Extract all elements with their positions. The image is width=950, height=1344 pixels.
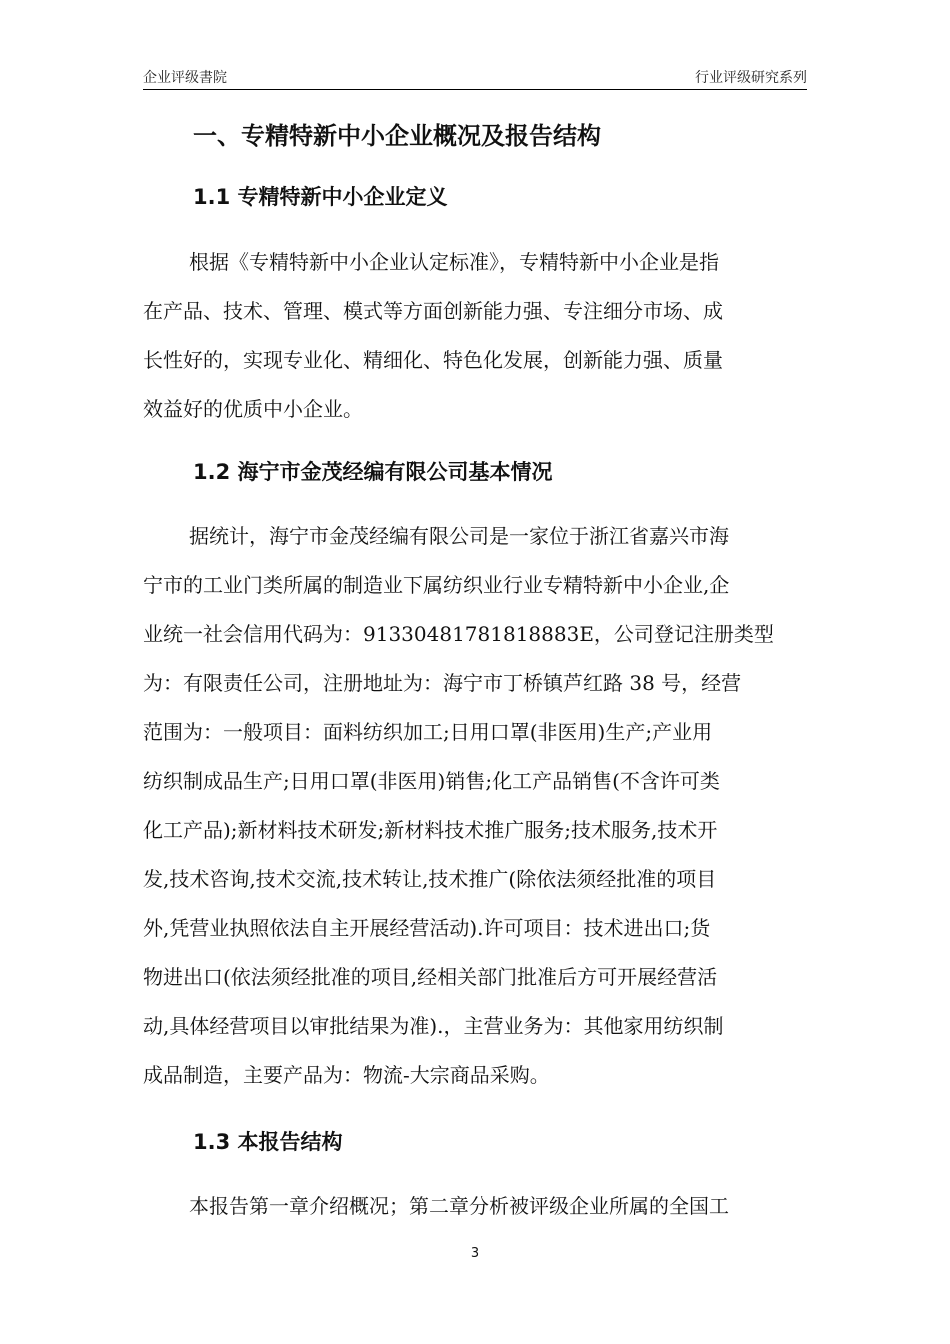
heading-1-3: 1.3 本报告结构 (193, 1130, 343, 1154)
section-title: 一、专精特新中小企业概况及报告结构 (193, 122, 601, 150)
paragraph-line: 动,具体经营项目以审批结果为准).，主营业务为：其他家用纺织制 (143, 1014, 724, 1038)
paragraph-line: 物进出口(依法须经批准的项目,经相关部门批准后方可开展经营活 (143, 965, 718, 989)
heading-1-2: 1.2 海宁市金茂经编有限公司基本情况 (193, 460, 553, 484)
paragraph-line: 宁市的工业门类所属的制造业下属纺织业行业专精特新中小企业,企 (143, 573, 730, 597)
paragraph-definition (143, 238, 807, 434)
paragraph-line: 为：有限责任公司，注册地址为：海宁市丁桥镇芦红路 38 号，经营 (143, 671, 742, 695)
paragraph-line: 本报告第一章介绍概况；第二章分析被评级企业所属的全国工 (189, 1194, 729, 1218)
header-rule (143, 89, 807, 90)
paragraph-line: 在产品、技术、管理、模式等方面创新能力强、专注细分市场、成 (143, 299, 723, 323)
page-header (143, 68, 807, 90)
page-number: 3 (470, 1246, 480, 1261)
paragraph-structure (143, 1182, 807, 1231)
paragraph-line: 化工产品);新材料技术研发;新材料技术推广服务;技术服务,技术开 (143, 818, 718, 842)
paragraph-line: 外,凭营业执照依法自主开展经营活动).许可项目：技术进出口;货 (143, 916, 711, 940)
paragraph-line: 成品制造，主要产品为：物流-大宗商品采购。 (143, 1063, 550, 1087)
paragraph-line: 纺织制成品生产;日用口罩(非医用)销售;化工产品销售(不含许可类 (143, 769, 720, 793)
paragraph-line: 根据《专精特新中小企业认定标准》，专精特新中小企业是指 (189, 250, 719, 274)
paragraph-line: 范围为：一般项目：面料纺织加工;日用口罩(非医用)生产;产业用 (143, 720, 713, 744)
header-right: 行业评级研究系列 (695, 70, 807, 86)
header-left: 企业评级書院 (143, 70, 227, 86)
paragraph-line: 效益好的优质中小企业。 (143, 397, 363, 421)
paragraph-line: 发,技术咨询,技术交流,技术转让,技术推广(除依法须经批准的项目 (143, 867, 717, 891)
paragraph-line: 长性好的，实现专业化、精细化、特色化发展，创新能力强、质量 (143, 348, 723, 372)
paragraph-line: 据统计，海宁市金茂经编有限公司是一家位于浙江省嘉兴市海 (189, 524, 729, 548)
heading-1-1: 1.1 专精特新中小企业定义 (193, 185, 448, 209)
paragraph-company-info (143, 512, 807, 1100)
paragraph-line: 业统一社会信用代码为：91330481781818883E，公司登记注册类型 (143, 622, 774, 646)
